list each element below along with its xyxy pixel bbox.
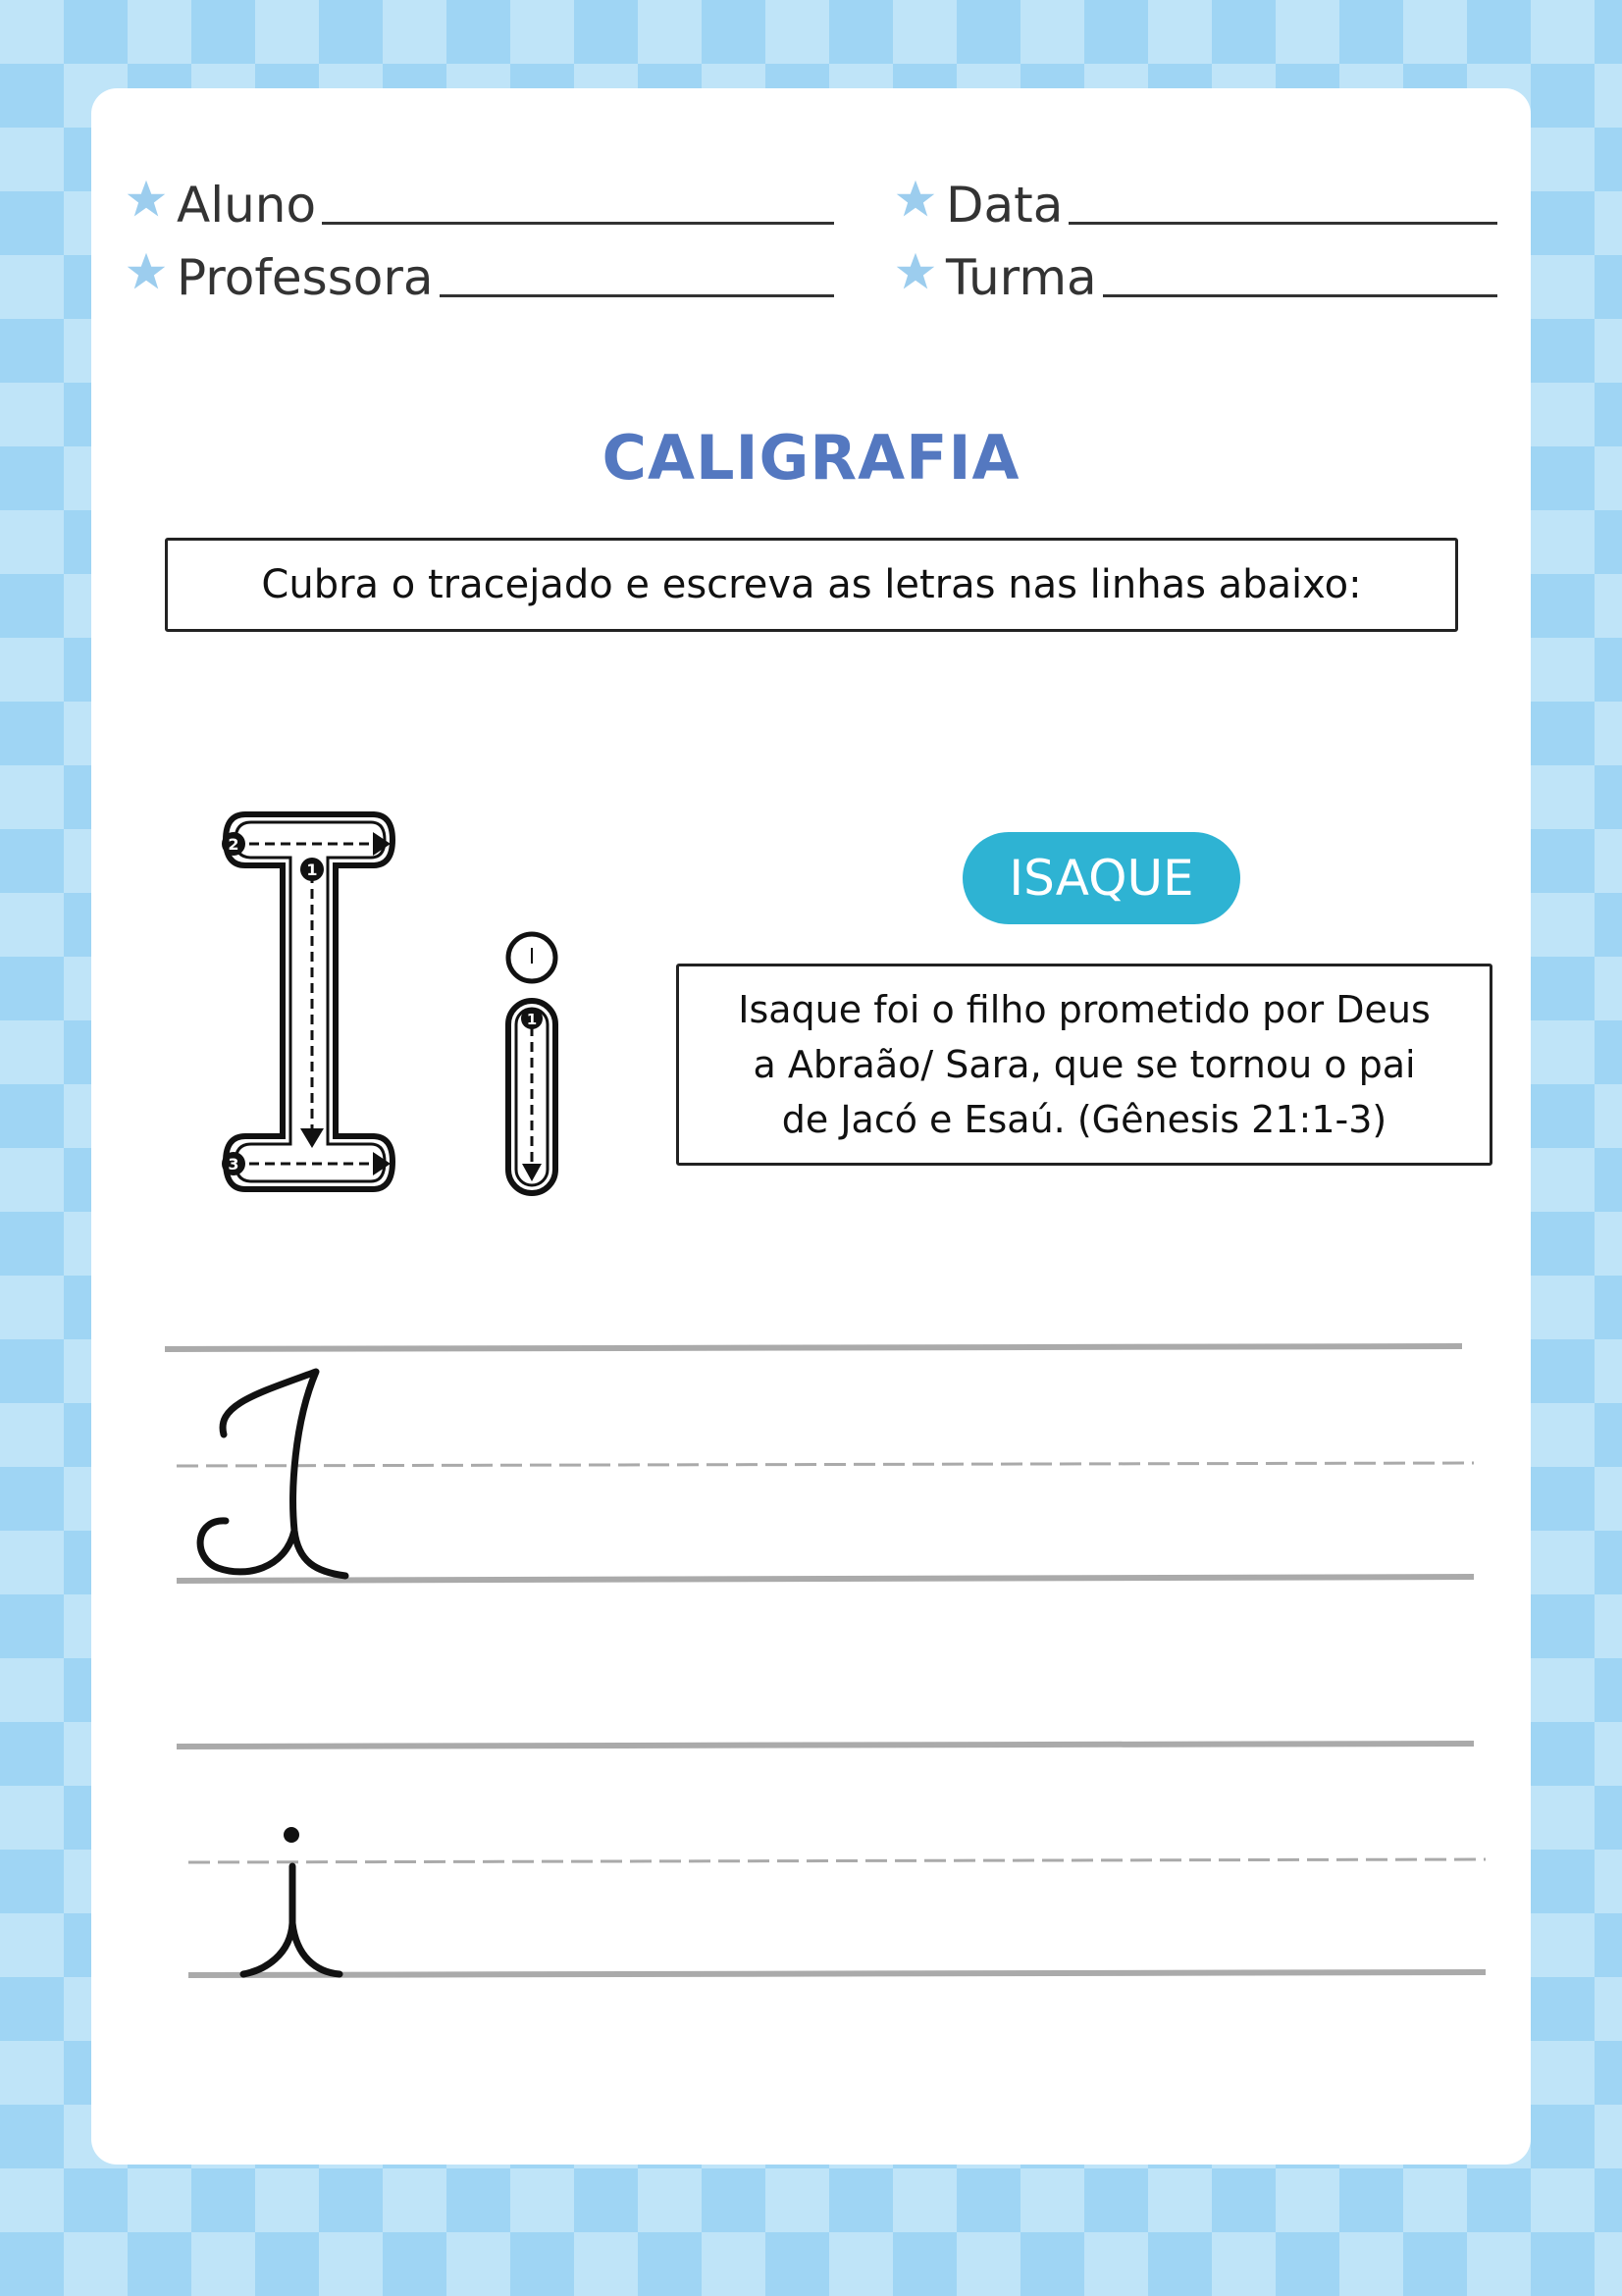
stroke-number-3: 3	[228, 1155, 239, 1174]
name-badge	[963, 832, 1240, 924]
instruction-box	[165, 538, 1458, 632]
aluno-line[interactable]	[322, 222, 834, 225]
professora-label: Professora	[177, 249, 434, 306]
story-line-3: de Jacó e Esaú. (Gênesis 21:1-3)	[781, 1098, 1387, 1141]
data-field[interactable]	[895, 177, 1497, 234]
letter-tracing-diagram	[216, 805, 608, 1217]
turma-field[interactable]	[895, 249, 1497, 306]
professora-line[interactable]	[440, 294, 834, 297]
story-line-1: Isaque foi o filho prometido por Deus	[738, 988, 1431, 1031]
star-icon	[895, 179, 936, 220]
stroke-number-1: 1	[306, 861, 318, 879]
stroke-number-2: 2	[228, 835, 239, 854]
professora-field[interactable]	[126, 249, 834, 306]
star-icon	[126, 251, 167, 292]
story-box	[676, 964, 1492, 1166]
stroke-number-1-lower: 1	[526, 1011, 538, 1028]
data-label: Data	[946, 177, 1064, 234]
star-icon	[895, 251, 936, 292]
star-icon	[126, 179, 167, 220]
page-title: CALIGRAFIA	[602, 422, 1020, 494]
aluno-label: Aluno	[177, 177, 317, 234]
name-badge-text: ISAQUE	[1009, 850, 1194, 907]
instruction-text: Cubra o tracejado e escreva as letras nas linhas abaixo:	[261, 562, 1362, 607]
data-line[interactable]	[1069, 222, 1497, 225]
aluno-field[interactable]	[126, 177, 834, 234]
story-line-2: a Abraão/ Sara, que se tornou o pai	[753, 1043, 1416, 1086]
turma-line[interactable]	[1103, 294, 1497, 297]
turma-label: Turma	[946, 249, 1097, 306]
